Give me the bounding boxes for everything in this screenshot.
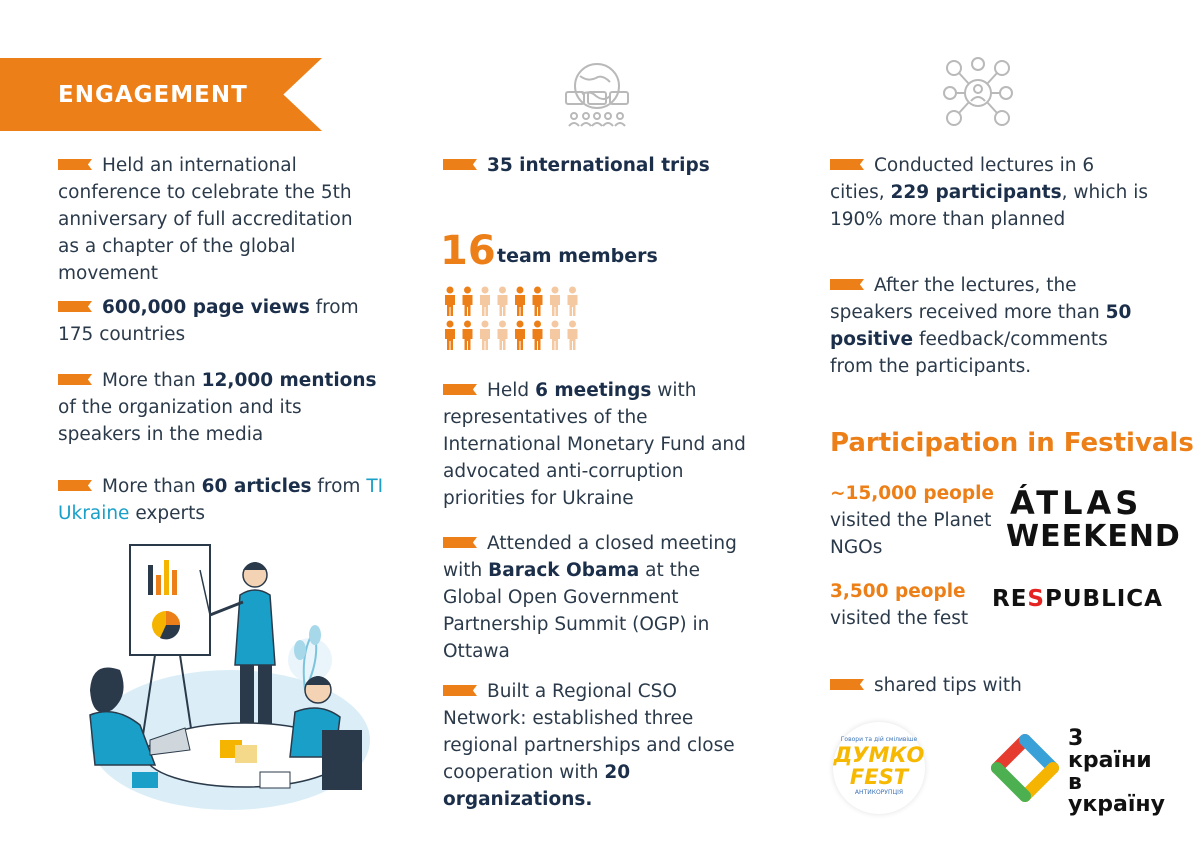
bullet-arrow bbox=[443, 384, 477, 395]
ti-ukraine-link[interactable]: TI Ukraine bbox=[58, 476, 384, 524]
lectures-text: Conducted lectures in 6 cities, 229 participants, which is 190% more than planned bbox=[830, 155, 1148, 230]
globe-chat-icon bbox=[560, 58, 634, 130]
person-icon bbox=[515, 321, 525, 351]
dumko-fest-logo: Говори та дій сміливіше ДУМКО FEST АНТИКОРУПЦІЯ bbox=[833, 722, 925, 814]
festivals-heading: Participation in Festivals bbox=[830, 428, 1194, 458]
bullet-arrow bbox=[58, 301, 92, 312]
bullet-arrow bbox=[830, 679, 864, 690]
imf-meetings-text: Held 6 meetings with representatives of the International Monetary Fund and advocated anti-corruption priorities for Ukraine bbox=[443, 380, 746, 509]
person-icon bbox=[480, 321, 490, 351]
person-icon bbox=[533, 287, 543, 317]
bullet-arrow bbox=[443, 685, 477, 696]
team-label: team members bbox=[497, 245, 658, 267]
bullet-arrow bbox=[58, 159, 92, 170]
feedback-text: After the lectures, the speakers received more than 50 positive feedback/comments from the participants. bbox=[830, 275, 1132, 377]
mentions-text: More than 12,000 mentions of the organization and its speakers in the media bbox=[58, 370, 377, 445]
page-views-text: 600,000 page views from 175 countries bbox=[58, 297, 359, 345]
respublica-stat: 3,500 people visited the fest bbox=[830, 581, 969, 629]
person-icon bbox=[463, 321, 473, 351]
obama-meeting-text: Attended a closed meeting with Barack Obama at the Global Open Government Partnership Summit (OGP) in Ottawa bbox=[443, 533, 737, 662]
trips-text: 35 international trips bbox=[443, 152, 763, 179]
meeting-illustration bbox=[60, 540, 370, 815]
bullet-arrow bbox=[443, 537, 477, 548]
bullet-arrow bbox=[443, 159, 477, 170]
bullet-arrow bbox=[58, 480, 92, 491]
person-icon bbox=[550, 287, 560, 317]
bullet-arrow bbox=[830, 279, 864, 290]
atlas-stat: ~15,000 people visited the Planet NGOs bbox=[830, 483, 994, 558]
person-icon bbox=[568, 321, 578, 351]
team-members-icons bbox=[442, 286, 582, 354]
person-icon bbox=[550, 321, 560, 351]
atlas-weekend-logo: ÁTLAS WEEKEND bbox=[1006, 484, 1181, 554]
cso-network-text: Built a Regional CSO Network: established three regional partnerships and close cooperation with 20 organizations. bbox=[443, 681, 735, 810]
person-icon bbox=[515, 287, 525, 317]
person-icon bbox=[480, 287, 490, 317]
person-icon bbox=[445, 321, 455, 351]
person-icon bbox=[533, 321, 543, 351]
person-icon bbox=[568, 287, 578, 317]
bullet-arrow bbox=[58, 374, 92, 385]
three-countries-logo-icon bbox=[985, 728, 1065, 808]
respublica-logo: RESPUBLICA bbox=[992, 586, 1163, 612]
conference-text: Held an international conference to celebrate the 5th anniversary of full accreditation as a chapter of the global movement bbox=[58, 155, 353, 284]
person-icon bbox=[463, 287, 473, 317]
person-icon bbox=[498, 321, 508, 351]
shared-tips-text: shared tips with bbox=[830, 672, 1150, 699]
articles-text: More than 60 articles from TI Ukraine experts bbox=[58, 476, 384, 524]
person-icon bbox=[445, 287, 455, 317]
network-people-icon bbox=[940, 56, 1016, 130]
team-count: 16 bbox=[440, 228, 496, 274]
three-countries-logo-text: 3 країни в україну bbox=[1068, 726, 1165, 817]
bullet-arrow bbox=[830, 159, 864, 170]
person-icon bbox=[498, 287, 508, 317]
section-title: ENGAGEMENT bbox=[58, 82, 248, 108]
